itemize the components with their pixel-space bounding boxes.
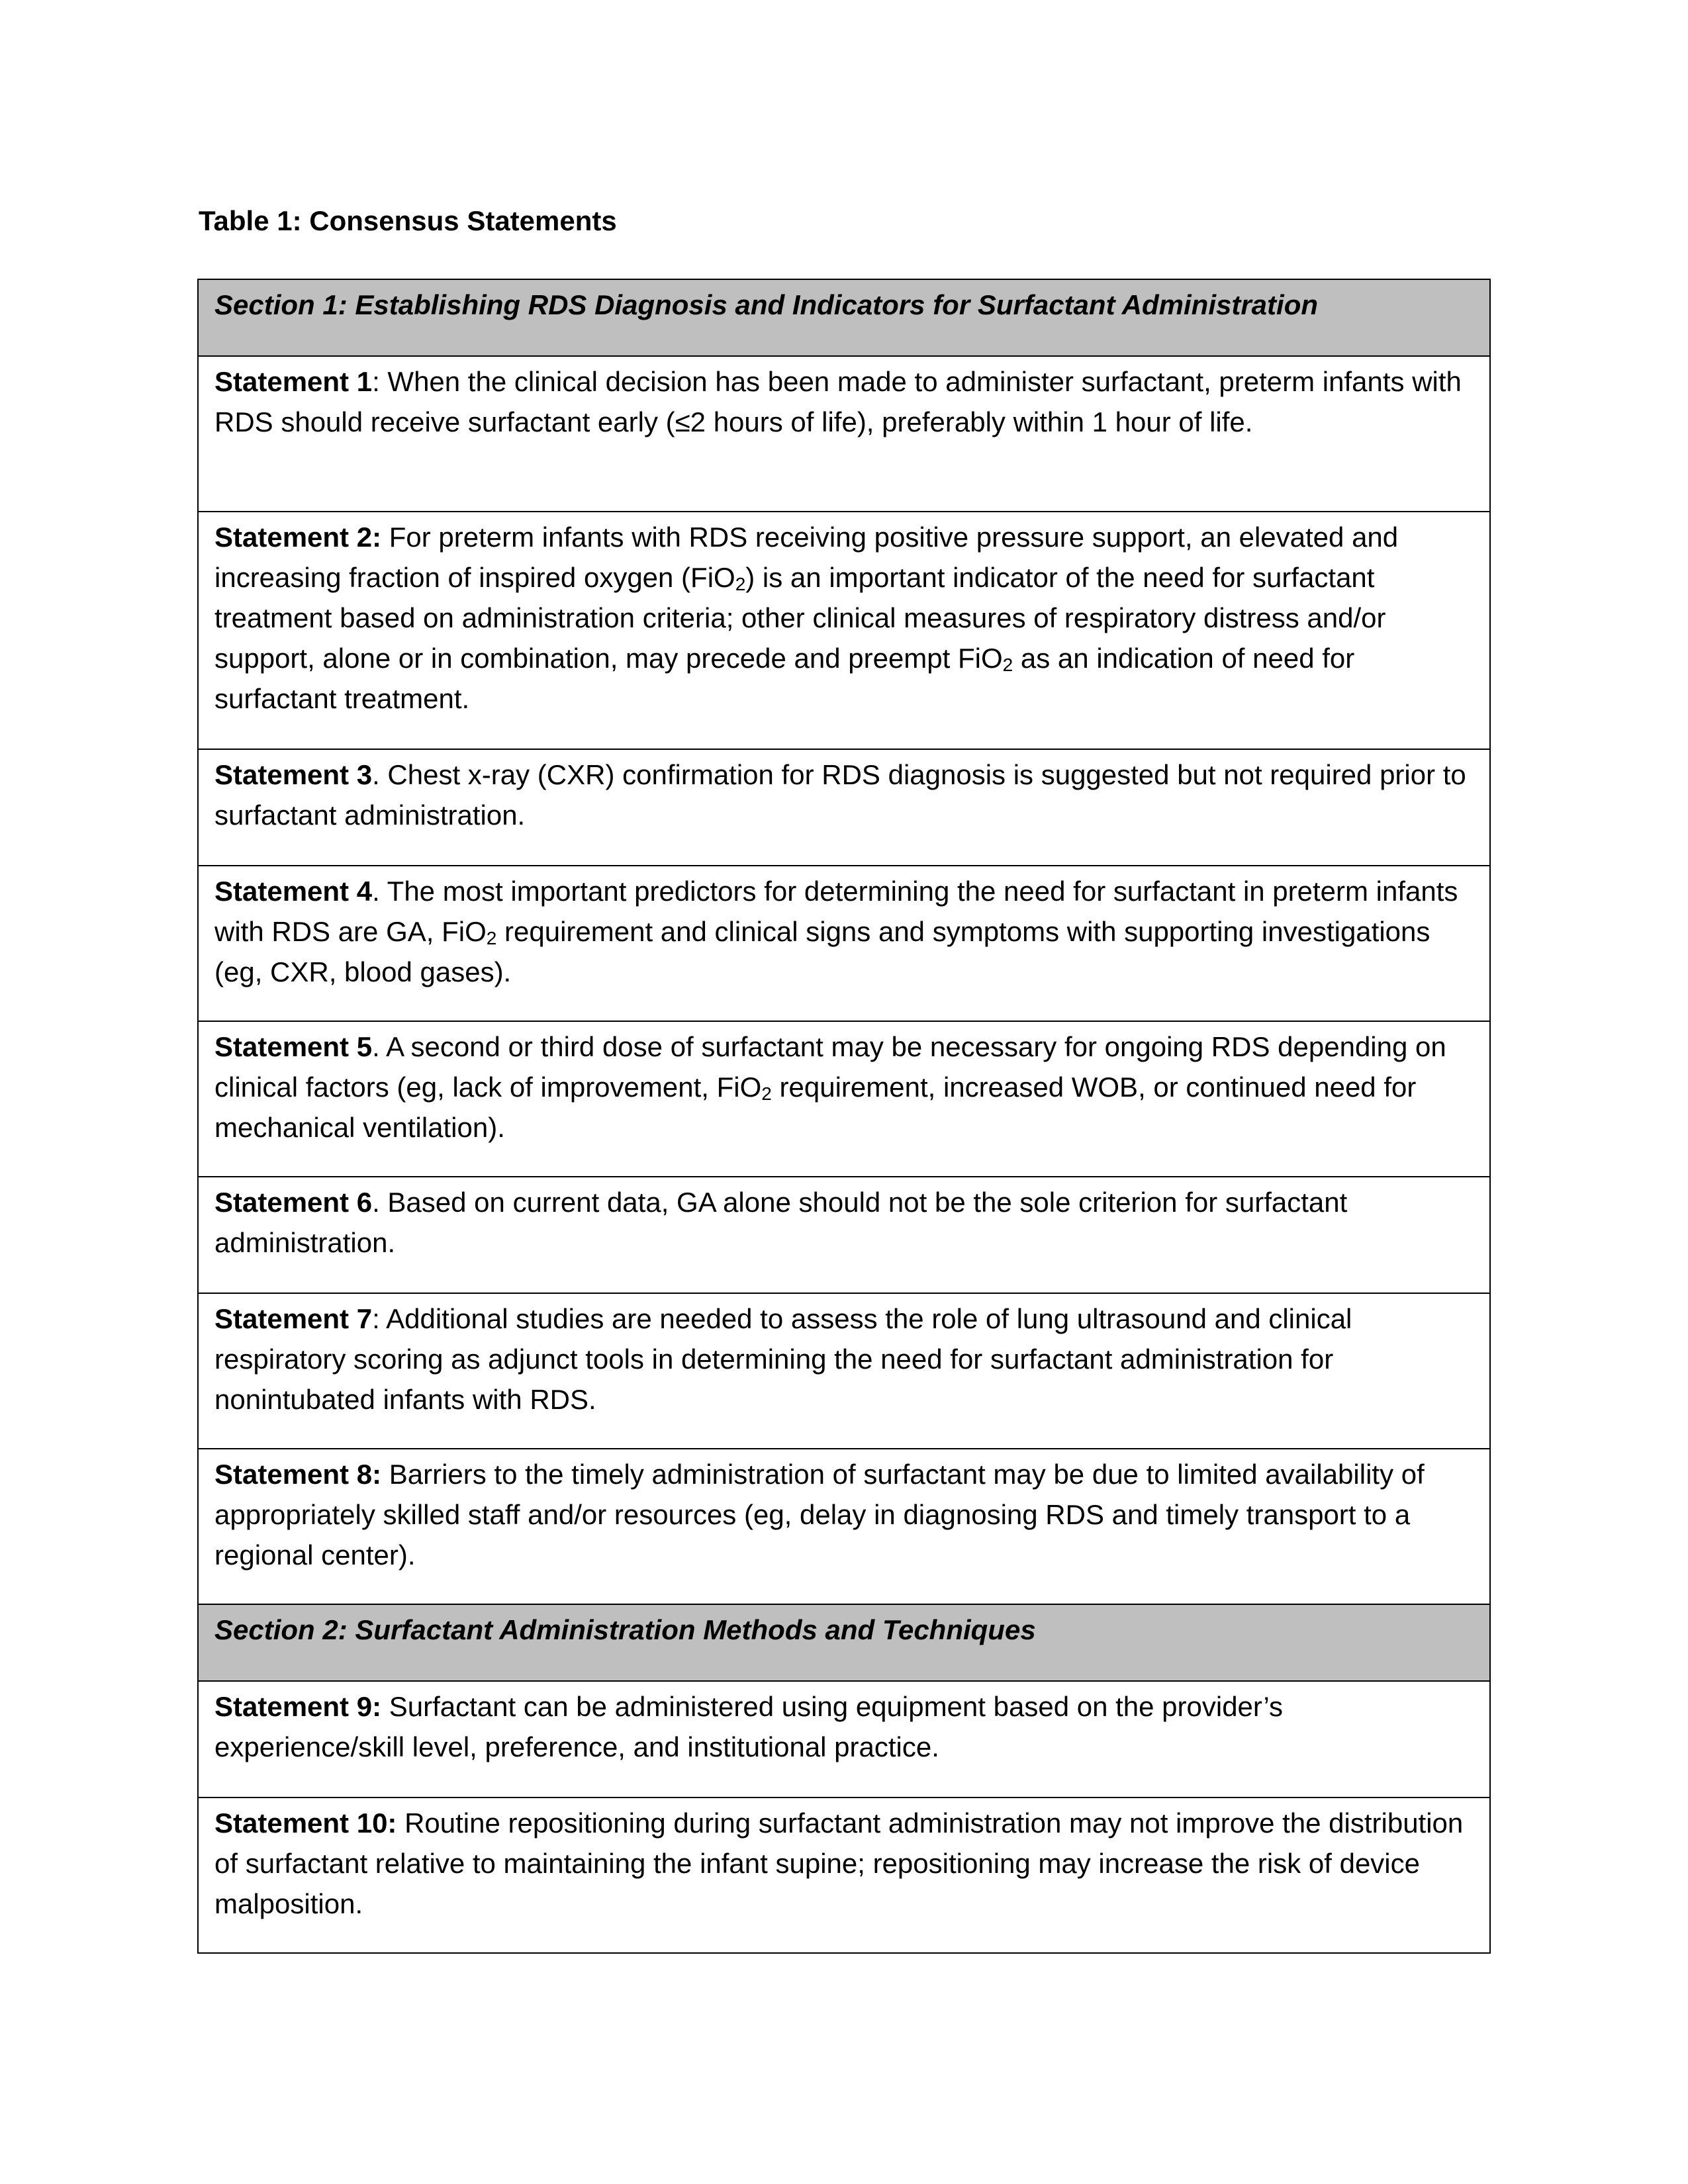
statement-5-cell [198, 1021, 1490, 1177]
consensus-statements-table [197, 279, 1491, 1954]
statement-5-text-part-2: requirement, increased WOB, or continued need for mechanical ventilation). [214, 1071, 1417, 1143]
statement-10-cell [198, 1797, 1490, 1953]
statement-row [198, 1797, 1490, 1953]
statement-6-label: Statement 6 [214, 1187, 373, 1218]
statement-6-separator: . [372, 1187, 388, 1218]
statement-8-cell [198, 1449, 1490, 1604]
statement-8-text: Barriers to the timely administration of surfactant may be due to limited availability of appropriately skilled staff and/or resources (eg, delay in diagnosing RDS and timely transport to a regional center). [214, 1459, 1425, 1570]
statement-3-label: Statement 3 [214, 759, 373, 790]
statement-7-cell [198, 1293, 1490, 1449]
statement-2-text-part-3: as an indication of need for surfactant treatment. [214, 643, 1355, 714]
statement-2-text-part-1: For preterm infants with RDS receiving positive pressure support, an elevated and increasing fraction of inspired oxygen (FiO [214, 522, 1399, 593]
statement-9-text: Surfactant can be administered using equipment based on the provider’s experience/skill level, preference, and institutional practice. [214, 1691, 1284, 1762]
statement-8-separator [381, 1459, 389, 1490]
section-header-row [198, 1604, 1490, 1681]
section-header-row [198, 279, 1490, 356]
statement-7-separator: : [372, 1303, 387, 1334]
statement-10-separator [397, 1807, 404, 1839]
statement-4-label: Statement 4 [214, 876, 373, 907]
statement-row [198, 1681, 1490, 1797]
statement-row [198, 1449, 1490, 1604]
statement-10-text: Routine repositioning during surfactant administration may not improve the distribution of surfactant relative to maintaining the infant supine; repositioning may increase the risk of device malposition. [214, 1807, 1464, 1919]
statement-9-separator [381, 1691, 389, 1722]
statement-2-label: Statement 2: [214, 522, 382, 553]
statement-7-label: Statement 7 [214, 1303, 373, 1334]
statement-3-separator: . [372, 759, 388, 790]
statement-8-label: Statement 8: [214, 1459, 382, 1490]
table-title: Table 1: Consensus Statements [199, 205, 617, 236]
statement-2-subscript-2: 2 [1002, 655, 1013, 675]
statement-5-label: Statement 5 [214, 1031, 373, 1062]
statement-row [198, 356, 1490, 512]
statement-row [198, 1021, 1490, 1177]
statement-1-separator: : [372, 366, 388, 397]
statement-row [198, 749, 1490, 866]
statement-9-cell [198, 1681, 1490, 1797]
statement-7-text: Additional studies are needed to assess the role of lung ultrasound and clinical respiratory scoring as adjunct tools in determining the need for surfactant administration for nonintubated infants with RDS. [214, 1303, 1352, 1415]
statement-2-subscript-1: 2 [735, 574, 746, 594]
statement-6-text: Based on current data, GA alone should not be the sole criterion for surfactant administration. [214, 1187, 1348, 1258]
statement-3-text: Chest x-ray (CXR) confirmation for RDS diagnosis is suggested but not required prior to surfactant administration. [214, 759, 1466, 831]
statement-1-label: Statement 1 [214, 366, 373, 397]
statement-1-text: When the clinical decision has been made to administer surfactant, preterm infants with RDS should receive surfactant early (≤2 hours of life), preferably within 1 hour of life. [214, 366, 1462, 437]
statement-5-text-part-1: . A second or third dose of surfactant may be necessary for ongoing RDS depending on clinical factors (eg, lack of improvement, FiO [214, 1031, 1446, 1103]
statement-row [198, 512, 1490, 749]
statement-1-cell [198, 356, 1490, 512]
statement-5-subscript: 2 [761, 1083, 772, 1104]
section-2-heading: Section 2: Surfactant Administration Methods and Techniques [198, 1604, 1490, 1681]
statement-6-cell [198, 1177, 1490, 1293]
statement-4-text-part-1: . The most important predictors for determining the need for surfactant in preterm infants with RDS are GA, FiO [214, 876, 1458, 947]
statement-10-label: Statement 10: [214, 1807, 397, 1839]
statement-2-text-part-2: ) is an important indicator of the need for surfactant treatment based on administration criteria; other clinical measures of respiratory distress and/or support, alone or in combination, may precede and preempt FiO [214, 562, 1386, 674]
statement-4-subscript: 2 [486, 928, 497, 948]
section-1-heading: Section 1: Establishing RDS Diagnosis and Indicators for Surfactant Administration [198, 279, 1490, 356]
statement-3-cell [198, 749, 1490, 866]
statement-row [198, 1293, 1490, 1449]
statement-2-cell [198, 512, 1490, 749]
statement-9-label: Statement 9: [214, 1691, 382, 1722]
statement-row [198, 866, 1490, 1021]
statement-4-text-part-2: requirement and clinical signs and symptoms with supporting investigations (eg, CXR, blood gases). [214, 916, 1430, 987]
statement-row [198, 1177, 1490, 1293]
statement-4-cell [198, 866, 1490, 1021]
